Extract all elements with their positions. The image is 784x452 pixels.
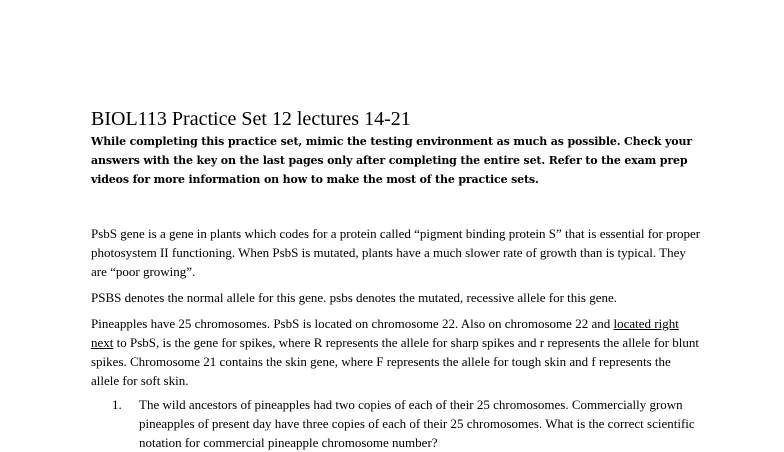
instructions-text: While completing this practice set, mimic the testing environment as much as possible. Check your answers with the key on the last pages only after completing the entire set. Refer to the exam prep videos for more information on how to make the most of the practice sets. (91, 135, 692, 186)
paragraph-psbs-intro: PsbS gene is a gene in plants which codes for a protein called “pigment binding protein S” that is essential for proper photosystem II functioning. When PsbS is mutated, plants have a much slower rate of growth than is typical. They are “poor growing”. (91, 226, 701, 279)
paragraph-allele-notation: PSBS denotes the normal allele for this gene. psbs denotes the mutated, recessive allele for this gene. (91, 290, 618, 305)
paragraph-chromosomes (91, 314, 701, 390)
question-text: The wild ancestors of pineapples had two copies of each of their 25 chromosomes. Commercially grown pineapples of present day have three copies of each of their 25 chromosomes. What is the correct scientific notation for commercial pineapple chromosome number? (139, 397, 695, 450)
paragraph-chromosomes-part-2: to PsbS, is the gene for spikes, where R represents the allele for sharp spikes and r represents the allele for blunt spikes. Chromosome 21 contains the skin gene, where F represents the allele for tough skin and f represents the allele for soft skin. (91, 335, 699, 388)
question-number: 1. (112, 397, 122, 412)
paragraph-chromosomes-part-1: Pineapples have 25 chromosomes. PsbS is located on chromosome 22. Also on chromosome 22 and (91, 316, 614, 331)
underlined-phrase: located right next (91, 316, 679, 350)
question-1 (112, 395, 702, 452)
document-title: BIOL113 Practice Set 12 lectures 14-21 (91, 108, 411, 130)
